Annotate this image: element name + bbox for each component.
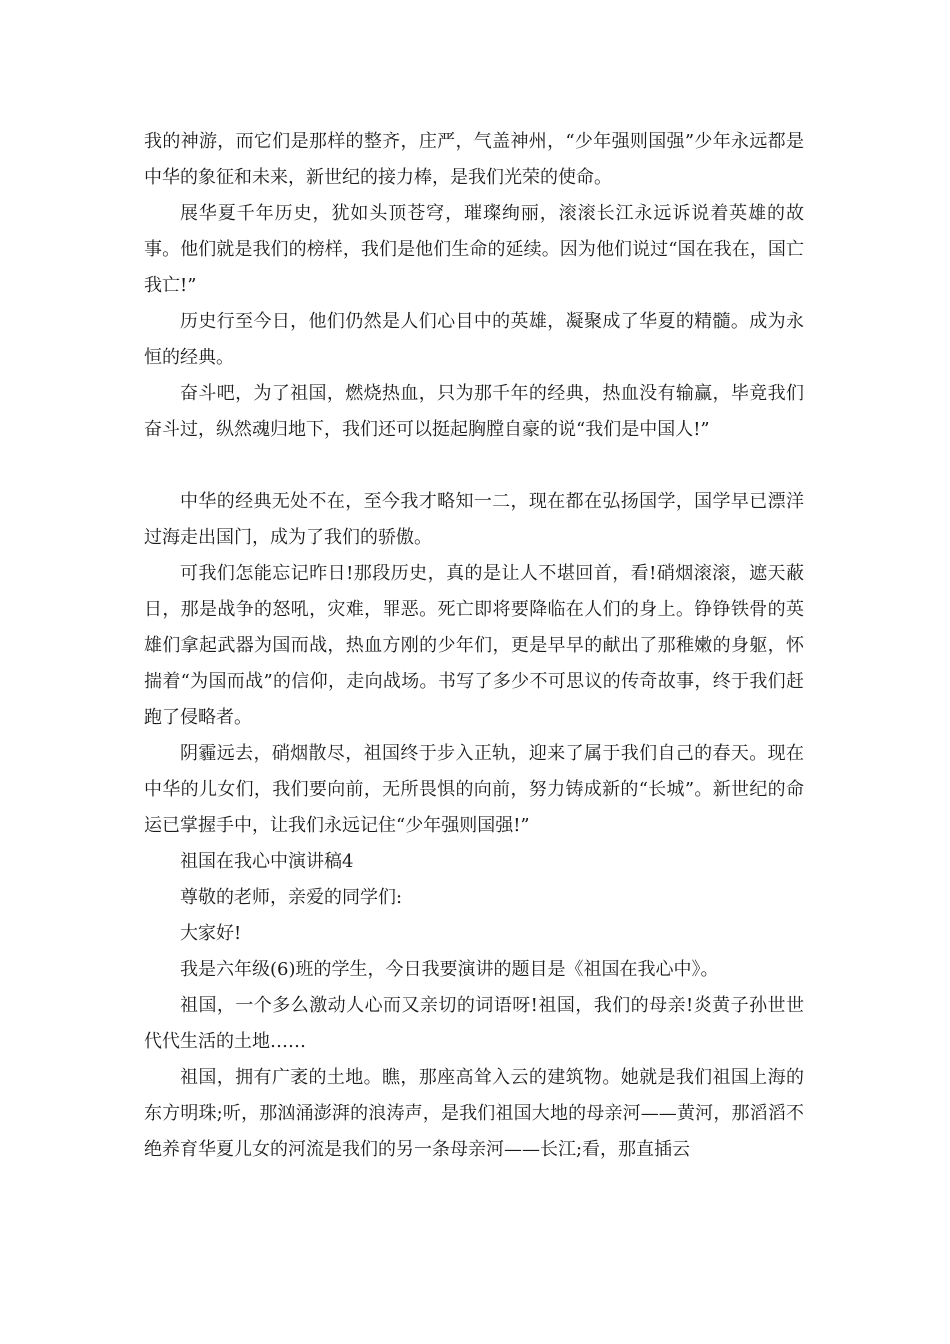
- document-body: [144, 124, 804, 1168]
- paragraph: 历史行至今日，他们仍然是人们心目中的英雄，凝聚成了华夏的精髓。成为永恒的经典。: [144, 311, 804, 368]
- greeting: 大家好!: [180, 923, 242, 944]
- section-title: 祖国在我心中演讲稿4: [180, 851, 354, 872]
- paragraph: 阴霾远去，硝烟散尽，祖国终于步入正轨，迎来了属于我们自己的春天。现在中华的儿女们，我们要向前，无所畏惧的向前，努力铸成新的“长城”。新世纪的命运已掌握手中，让我们永远记住“少年强则国强!”: [144, 743, 804, 836]
- paragraph: 祖国，一个多么激动人心而又亲切的词语呀!祖国，我们的母亲!炎黄子孙世世代代生活的土地……: [144, 995, 804, 1052]
- paragraph: 中华的经典无处不在，至今我才略知一二，现在都在弘扬国学，国学早已漂洋过海走出国门，成为了我们的骄傲。: [144, 491, 804, 548]
- paragraph: 我是六年级(6)班的学生，今日我要演讲的题目是《祖国在我心中》。: [180, 959, 719, 980]
- paragraph: 可我们怎能忘记昨日!那段历史，真的是让人不堪回首，看!硝烟滚滚，遮天蔽日，那是战争的怒吼，灾难，罪恶。死亡即将要降临在人们的身上。铮铮铁骨的英雄们拿起武器为国而战，热血方刚的少年们，更是早早的献出了那稚嫩的身躯，怀揣着“为国而战”的信仰，走向战场。书写了多少不可思议的传奇故事，终于我们赶跑了侵略者。: [144, 563, 804, 728]
- paragraph-continuation: 我的神游，而它们是那样的整齐，庄严，气盖神州，“少年强则国强”少年永远都是中华的象征和未来，新世纪的接力棒，是我们光荣的使命。: [144, 131, 804, 188]
- paragraph: 展华夏千年历史，犹如头顶苍穹，璀璨绚丽，滚滚长江永远诉说着英雄的故事。他们就是我们的榜样，我们是他们生命的延续。因为他们说过“国在我在，国亡我亡!”: [144, 203, 804, 296]
- salutation: 尊敬的老师，亲爱的同学们:: [180, 887, 403, 908]
- paragraph: 祖国，拥有广袤的土地。瞧，那座高耸入云的建筑物。她就是我们祖国上海的东方明珠;听，那汹涌澎湃的浪涛声，是我们祖国大地的母亲河——黄河，那滔滔不绝养育华夏儿女的河流是我们的另一条母亲河——长江;看，那直插云: [144, 1067, 804, 1160]
- paragraph: 奋斗吧，为了祖国，燃烧热血，只为那千年的经典，热血没有输赢，毕竟我们奋斗过，纵然魂归地下，我们还可以挺起胸膛自豪的说“我们是中国人!”: [144, 383, 804, 440]
- paragraph-spacer: [144, 448, 804, 484]
